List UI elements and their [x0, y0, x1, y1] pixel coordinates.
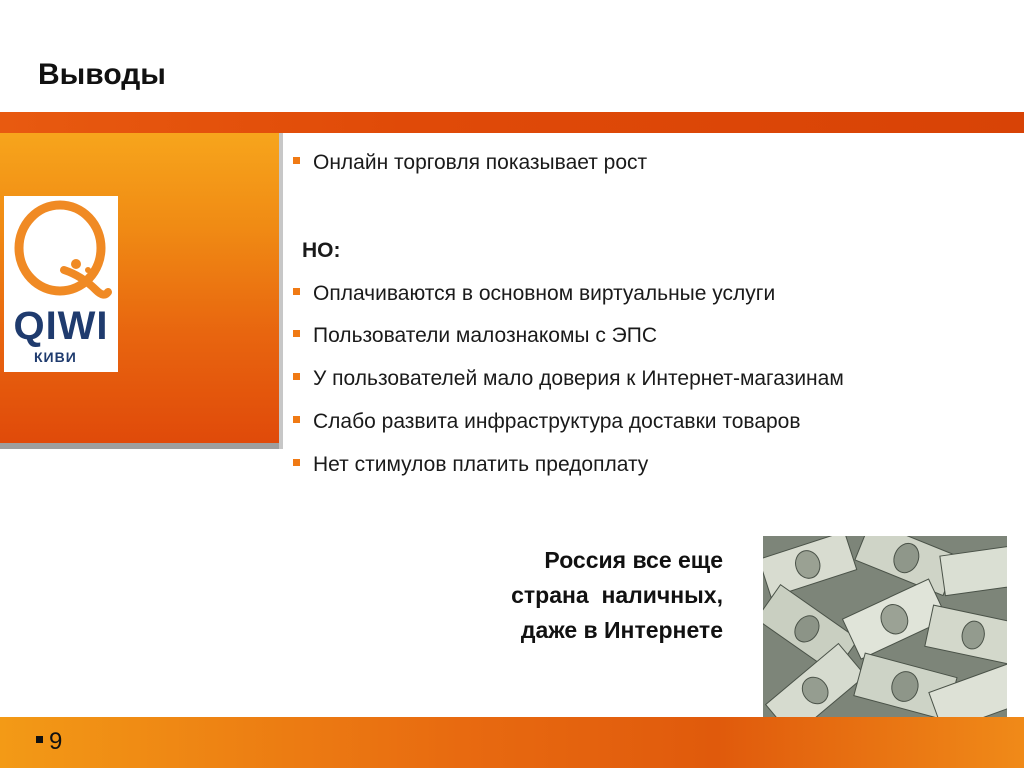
header-bar: [0, 112, 1024, 133]
bullet-text: Нет стимулов платить предоплату: [313, 453, 649, 476]
money-photo: [763, 536, 1007, 717]
square-bullet-icon: [293, 157, 300, 164]
square-bullet-icon: [293, 459, 300, 466]
logo-brand-text: QIWI: [13, 304, 109, 348]
bullet-item: [293, 366, 844, 392]
slide-title: Выводы: [38, 58, 166, 91]
square-bullet-icon: [36, 736, 43, 743]
side-panel-shadow: [0, 443, 279, 449]
bullet-item: [293, 281, 775, 307]
square-bullet-icon: [293, 330, 300, 337]
conclusion-line: даже в Интернете: [520, 617, 723, 643]
bullet-item: [293, 452, 648, 478]
page-number: [36, 728, 62, 756]
panel-divider: [279, 133, 283, 449]
bullet-item: [293, 323, 657, 349]
bullet-item: [293, 409, 801, 435]
conclusion-line: Россия все еще: [544, 547, 723, 573]
conclusion-line: страна наличных,: [511, 582, 723, 608]
bullet-text: Онлайн торговля показывает рост: [313, 151, 648, 174]
square-bullet-icon: [293, 288, 300, 295]
bullet-text: Оплачиваются в основном виртуальные услуги: [313, 282, 776, 305]
footer-bar: [0, 717, 1024, 768]
page-number-text: 9: [49, 728, 63, 755]
banknotes-image: [763, 536, 1007, 717]
square-bullet-icon: [293, 373, 300, 380]
but-label: НО:: [302, 239, 341, 262]
logo-subtitle: КИВИ: [34, 349, 77, 365]
square-bullet-icon: [293, 416, 300, 423]
bullet-item: [293, 150, 647, 176]
qiwi-logo: [4, 196, 118, 372]
bullet-text: Слабо развита инфраструктура доставки товаров: [313, 410, 801, 433]
bullet-text: Пользователи малознакомы с ЭПС: [313, 324, 658, 347]
bullet-text: У пользователей мало доверия к Интернет-магазинам: [313, 367, 844, 390]
conclusion-text: [430, 543, 723, 648]
